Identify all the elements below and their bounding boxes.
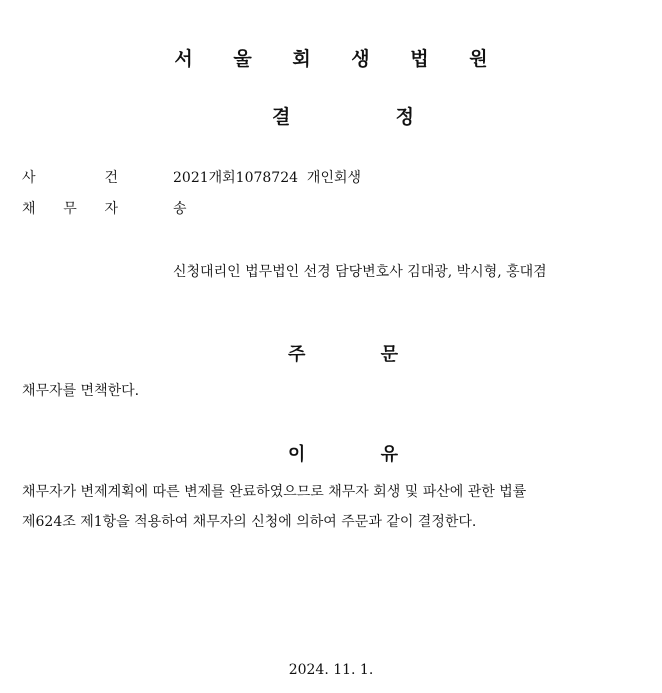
decision-date: 2024. 11. 1. — [288, 662, 374, 678]
debtor-label-char-2: 무 — [63, 201, 77, 217]
case-label-char-1: 사 — [22, 170, 36, 186]
document-title — [272, 102, 414, 129]
case-label — [22, 167, 118, 187]
debtor-label-char-3: 자 — [104, 201, 118, 217]
applicant-agent: 신청대리인 법무법인 선경 담당변호사 김대광, 박시형, 홍대겸 — [173, 264, 547, 280]
title-char-2: 정 — [395, 106, 414, 128]
debtor-label-char-1: 채 — [22, 201, 36, 217]
reason-heading-char-2: 유 — [380, 444, 398, 465]
order-heading — [288, 340, 398, 366]
reason-heading — [288, 440, 398, 466]
debtor-name: 송 — [173, 201, 187, 217]
case-number: 2021개회1078724 개인회생 — [173, 170, 362, 186]
order-heading-char-1: 주 — [288, 344, 306, 365]
order-text: 채무자를 면책한다. — [22, 383, 140, 399]
order-heading-char-2: 문 — [380, 344, 398, 365]
reason-heading-char-1: 이 — [288, 444, 306, 465]
debtor-label — [22, 198, 118, 218]
court-name: 서 울 회 생 법 원 — [174, 48, 505, 70]
case-label-char-2: 건 — [104, 170, 118, 186]
title-char-1: 결 — [272, 106, 291, 128]
reason-text-line-1: 채무자가 변제계획에 따른 변제를 완료하였으므로 채무자 회생 및 파산에 관한 법률 — [22, 484, 527, 500]
reason-text-line-2: 제624조 제1항을 적용하여 채무자의 신청에 의하여 주문과 같이 결정한다. — [22, 514, 477, 530]
